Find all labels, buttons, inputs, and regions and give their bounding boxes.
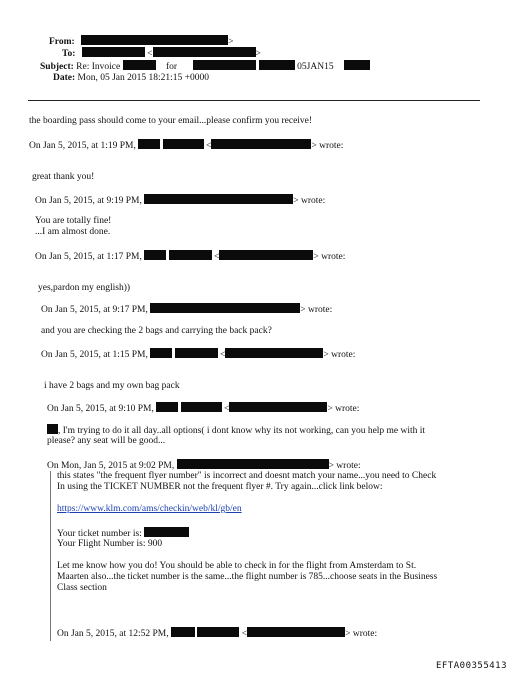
message-2: great thank you! <box>32 172 95 182</box>
redaction <box>138 139 160 149</box>
redaction <box>247 627 345 637</box>
attribution-5 <box>41 348 355 360</box>
lt-symbol: < <box>147 49 153 59</box>
wrote-text: > wrote: <box>313 252 346 262</box>
attribution-text: On Jan 5, 2015, at 9:19 PM, <box>35 196 142 206</box>
message-7-line-2: please? any seat will be good... <box>47 436 166 446</box>
attribution-7 <box>47 459 361 471</box>
redaction <box>177 459 329 469</box>
lt-symbol: < <box>241 629 248 639</box>
flight-number-row: Your Flight Number is: 900 <box>57 539 163 549</box>
redaction <box>81 35 228 45</box>
wrote-text: > wrote: <box>311 141 344 151</box>
subject-date-code: 05JAN15 <box>297 62 334 72</box>
gt-symbol: > <box>228 37 234 47</box>
redaction <box>144 527 189 537</box>
wrote-text: > wrote: <box>327 404 360 414</box>
redaction <box>82 47 145 57</box>
message-7-text: , I'm trying to do it all day..all options( i dont know why its not working, can you help me with it <box>58 426 426 436</box>
header-divider <box>28 100 480 101</box>
ticket-number-row <box>57 527 189 539</box>
message-3-line-1: You are totally fine! <box>35 216 112 226</box>
klm-checkin-link[interactable]: https://www.klm.com/ams/checkin/web/kl/gb/en <box>57 504 242 514</box>
attribution-text: On Jan 5, 2015, at 1:17 PM, <box>35 252 142 262</box>
from-row <box>49 35 233 47</box>
subject-label: Subject: <box>40 62 74 72</box>
redaction <box>197 627 239 637</box>
redaction <box>181 402 222 412</box>
lt-symbol: < <box>224 404 230 414</box>
lt-symbol: < <box>206 141 212 151</box>
redaction <box>229 402 327 412</box>
date-value: Mon, 05 Jan 2015 18:21:15 +0000 <box>77 73 210 83</box>
redaction <box>163 139 204 149</box>
redaction <box>150 348 172 358</box>
redaction <box>156 402 178 412</box>
subject-prefix: Re: Invoice <box>76 62 121 72</box>
attribution-6 <box>47 402 359 414</box>
wrote-text: > wrote: <box>293 196 326 206</box>
redaction <box>144 194 293 204</box>
redaction <box>47 424 58 434</box>
redaction <box>225 348 323 358</box>
subject-for: for <box>165 62 178 72</box>
redaction <box>259 60 295 70</box>
to-row <box>62 47 261 59</box>
message-4: yes,pardon my english)) <box>38 283 131 293</box>
redaction <box>219 250 313 260</box>
message-6: i have 2 bags and my own bag pack <box>44 381 180 391</box>
attribution-text: On Jan 5, 2015, at 9:17 PM, <box>41 305 148 315</box>
redaction <box>150 303 300 313</box>
attribution-text: On Jan 5, 2015, at 9:10 PM, <box>47 404 154 414</box>
quote-line-1: this states "the frequent flyer number" is incorrect and doesnt match your name...you need to Check <box>57 471 437 481</box>
date-row <box>53 73 209 83</box>
message-3-line-2: ...I am almost done. <box>35 227 111 237</box>
attribution-1 <box>29 139 343 151</box>
document-id: EFTA00355413 <box>436 661 508 671</box>
redaction <box>193 60 256 70</box>
attribution-4 <box>41 303 332 315</box>
quote-line-4: Maarten also...the ticket number is the same...the flight number is 785...choose seats in the Business <box>57 572 438 582</box>
message-5: and you are checking the 2 bags and carrying the back pack? <box>41 326 272 336</box>
attribution-text: On Mon, Jan 5, 2015 at 9:02 PM, <box>47 461 175 471</box>
lt-symbol: < <box>220 350 226 360</box>
redaction <box>123 60 156 70</box>
redaction <box>171 627 195 637</box>
wrote-text: > wrote: <box>300 305 333 315</box>
attribution-text: On Jan 5, 2015, at 12:52 PM, <box>57 629 169 639</box>
redaction <box>144 250 166 260</box>
message-7-line-1 <box>47 424 425 436</box>
quoted-message <box>50 471 441 641</box>
redaction <box>169 250 212 260</box>
wrote-text: > wrote: <box>345 629 378 639</box>
message-1: the boarding pass should come to your email...please confirm you receive! <box>29 116 313 126</box>
attribution-2 <box>35 194 325 206</box>
subject-row <box>40 60 370 72</box>
redaction <box>175 348 218 358</box>
attribution-3 <box>35 250 345 262</box>
wrote-text: > wrote: <box>323 350 356 360</box>
redaction <box>153 47 256 57</box>
date-label: Date: <box>53 73 76 83</box>
quote-line-3: Let me know how you do! You should be able to check in for the flight from Amsterdam to St. <box>57 561 417 571</box>
gt-symbol: > <box>255 49 261 59</box>
attribution-text: On Jan 5, 2015, at 1:19 PM, <box>29 141 136 151</box>
attribution-text: On Jan 5, 2015, at 1:15 PM, <box>41 350 148 360</box>
quote-line-2: In using the TICKET NUMBER not the frequent flyer #. Try again...click link below: <box>57 482 383 492</box>
attribution-8 <box>57 627 377 639</box>
wrote-text: > wrote: <box>328 461 361 471</box>
to-label: To: <box>62 49 76 59</box>
from-label: From: <box>49 37 75 47</box>
redaction <box>211 139 311 149</box>
quote-line-5: Class section <box>57 583 107 593</box>
lt-symbol: < <box>214 252 220 262</box>
ticket-label: Your ticket number is: <box>57 529 142 539</box>
redaction <box>344 60 370 70</box>
